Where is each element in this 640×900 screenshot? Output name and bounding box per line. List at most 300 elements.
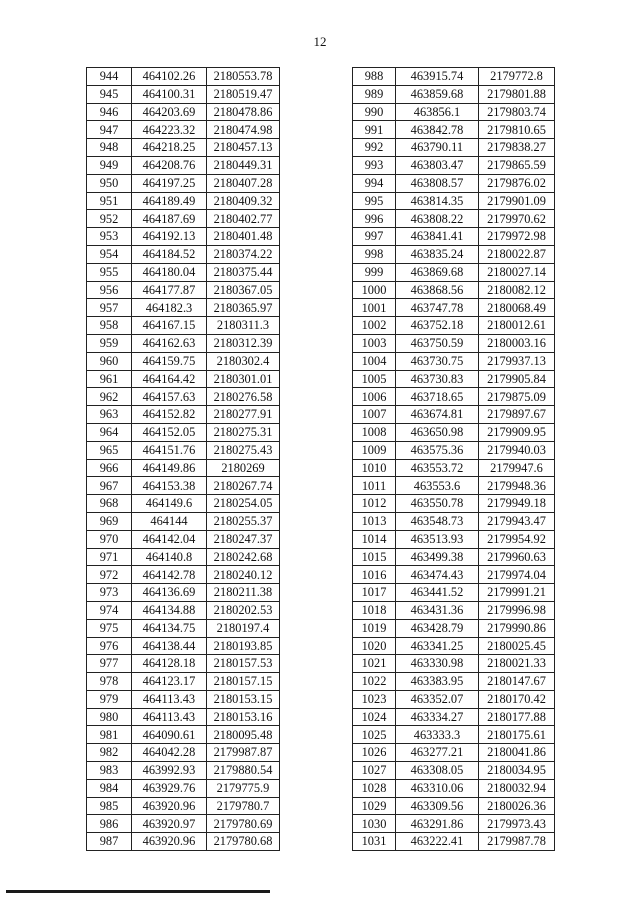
table-row (353, 192, 555, 210)
point-number-cell: 1022 (353, 673, 396, 691)
x-coordinate-cell: 464134.75 (132, 619, 207, 637)
point-number-cell: 964 (87, 423, 132, 441)
x-coordinate-cell: 463650.98 (396, 423, 479, 441)
x-coordinate-cell: 463859.68 (396, 85, 479, 103)
y-coordinate-cell: 2180012.61 (479, 317, 555, 335)
point-number-cell: 970 (87, 530, 132, 548)
table-row (353, 779, 555, 797)
y-coordinate-cell: 2180276.58 (207, 388, 280, 406)
point-number-cell: 946 (87, 103, 132, 121)
point-number-cell: 961 (87, 370, 132, 388)
y-coordinate-cell: 2179949.18 (479, 495, 555, 513)
point-number-cell: 1021 (353, 655, 396, 673)
y-coordinate-cell: 2180027.14 (479, 263, 555, 281)
y-coordinate-cell: 2179838.27 (479, 139, 555, 157)
x-coordinate-cell: 463548.73 (396, 512, 479, 530)
y-coordinate-cell: 2180034.95 (479, 762, 555, 780)
y-coordinate-cell: 2180301.01 (207, 370, 280, 388)
table-row (87, 334, 280, 352)
point-number-cell: 1014 (353, 530, 396, 548)
table-row (353, 477, 555, 495)
point-number-cell: 1031 (353, 833, 396, 851)
point-number-cell: 998 (353, 245, 396, 263)
x-coordinate-cell: 464203.69 (132, 103, 207, 121)
table-row (87, 708, 280, 726)
y-coordinate-cell: 2179909.95 (479, 423, 555, 441)
y-coordinate-cell: 2179974.04 (479, 566, 555, 584)
point-number-cell: 981 (87, 726, 132, 744)
point-number-cell: 980 (87, 708, 132, 726)
y-coordinate-cell: 2180269 (207, 459, 280, 477)
y-coordinate-cell: 2179970.62 (479, 210, 555, 228)
point-number-cell: 1015 (353, 548, 396, 566)
y-coordinate-cell: 2179943.47 (479, 512, 555, 530)
table-row (87, 584, 280, 602)
x-coordinate-cell: 463752.18 (396, 317, 479, 335)
y-coordinate-cell: 2180478.86 (207, 103, 280, 121)
x-coordinate-cell: 464208.76 (132, 156, 207, 174)
table-row (353, 512, 555, 530)
x-coordinate-cell: 464187.69 (132, 210, 207, 228)
y-coordinate-cell: 2179780.7 (207, 797, 280, 815)
table-row (353, 441, 555, 459)
table-row (87, 281, 280, 299)
point-number-cell: 947 (87, 121, 132, 139)
y-coordinate-cell: 2180457.13 (207, 139, 280, 157)
table-row (87, 370, 280, 388)
y-coordinate-cell: 2179937.13 (479, 352, 555, 370)
point-number-cell: 1006 (353, 388, 396, 406)
x-coordinate-cell: 463929.76 (132, 779, 207, 797)
y-coordinate-cell: 2180374.22 (207, 245, 280, 263)
y-coordinate-cell: 2180553.78 (207, 68, 280, 86)
x-coordinate-cell: 463513.93 (396, 530, 479, 548)
table-row (87, 779, 280, 797)
x-coordinate-cell: 463222.41 (396, 833, 479, 851)
footer-rule (6, 890, 270, 893)
point-number-cell: 950 (87, 174, 132, 192)
y-coordinate-cell: 2180401.48 (207, 228, 280, 246)
point-number-cell: 992 (353, 139, 396, 157)
point-number-cell: 1004 (353, 352, 396, 370)
x-coordinate-cell: 463790.11 (396, 139, 479, 157)
point-number-cell: 973 (87, 584, 132, 602)
x-coordinate-cell: 463441.52 (396, 584, 479, 602)
x-coordinate-cell: 463330.98 (396, 655, 479, 673)
table-row (87, 299, 280, 317)
x-coordinate-cell: 463920.97 (132, 815, 207, 833)
y-coordinate-cell: 2180177.88 (479, 708, 555, 726)
x-coordinate-cell: 463841.41 (396, 228, 479, 246)
x-coordinate-cell: 464142.04 (132, 530, 207, 548)
y-coordinate-cell: 2179973.43 (479, 815, 555, 833)
table-row (353, 726, 555, 744)
x-coordinate-cell: 464177.87 (132, 281, 207, 299)
point-number-cell: 991 (353, 121, 396, 139)
x-coordinate-cell: 463341.25 (396, 637, 479, 655)
point-number-cell: 949 (87, 156, 132, 174)
point-number-cell: 968 (87, 495, 132, 513)
point-number-cell: 953 (87, 228, 132, 246)
x-coordinate-cell: 464167.15 (132, 317, 207, 335)
point-number-cell: 974 (87, 601, 132, 619)
table-row (87, 245, 280, 263)
point-number-cell: 1007 (353, 406, 396, 424)
table-row (353, 263, 555, 281)
table-row (87, 530, 280, 548)
point-number-cell: 984 (87, 779, 132, 797)
table-row (87, 815, 280, 833)
x-coordinate-cell: 463550.78 (396, 495, 479, 513)
point-number-cell: 969 (87, 512, 132, 530)
point-number-cell: 956 (87, 281, 132, 299)
table-row (87, 423, 280, 441)
y-coordinate-cell: 2180275.43 (207, 441, 280, 459)
table-row (353, 548, 555, 566)
table-row (353, 281, 555, 299)
table-row (353, 85, 555, 103)
y-coordinate-cell: 2180474.98 (207, 121, 280, 139)
table-row (353, 121, 555, 139)
y-coordinate-cell: 2179987.87 (207, 744, 280, 762)
table-row (87, 210, 280, 228)
x-coordinate-cell: 464149.6 (132, 495, 207, 513)
point-number-cell: 1013 (353, 512, 396, 530)
point-number-cell: 1030 (353, 815, 396, 833)
table-row (87, 548, 280, 566)
page-number: 12 (313, 34, 327, 49)
table-row (87, 85, 280, 103)
y-coordinate-cell: 2179803.74 (479, 103, 555, 121)
y-coordinate-cell: 2180302.4 (207, 352, 280, 370)
x-coordinate-cell: 464042.28 (132, 744, 207, 762)
x-coordinate-cell: 463920.96 (132, 797, 207, 815)
x-coordinate-cell: 464102.26 (132, 68, 207, 86)
table-row (87, 441, 280, 459)
x-coordinate-cell: 463730.83 (396, 370, 479, 388)
y-coordinate-cell: 2180519.47 (207, 85, 280, 103)
table-row (353, 174, 555, 192)
y-coordinate-cell: 2180026.36 (479, 797, 555, 815)
table-row (353, 619, 555, 637)
point-number-cell: 948 (87, 139, 132, 157)
y-coordinate-cell: 2179875.09 (479, 388, 555, 406)
y-coordinate-cell: 2179801.88 (479, 85, 555, 103)
y-coordinate-cell: 2180407.28 (207, 174, 280, 192)
table-row (87, 228, 280, 246)
x-coordinate-cell: 464128.18 (132, 655, 207, 673)
y-coordinate-cell: 2180153.16 (207, 708, 280, 726)
y-coordinate-cell: 2179990.86 (479, 619, 555, 637)
table-row (87, 762, 280, 780)
table-row (87, 103, 280, 121)
point-number-cell: 977 (87, 655, 132, 673)
table-row (353, 334, 555, 352)
y-coordinate-cell: 2180193.85 (207, 637, 280, 655)
x-coordinate-cell: 464180.04 (132, 263, 207, 281)
x-coordinate-cell: 463474.43 (396, 566, 479, 584)
point-number-cell: 1018 (353, 601, 396, 619)
y-coordinate-cell: 2180197.4 (207, 619, 280, 637)
x-coordinate-cell: 464157.63 (132, 388, 207, 406)
point-number-cell: 957 (87, 299, 132, 317)
y-coordinate-cell: 2180409.32 (207, 192, 280, 210)
y-coordinate-cell: 2179947.6 (479, 459, 555, 477)
table-row (353, 797, 555, 815)
y-coordinate-cell: 2179810.65 (479, 121, 555, 139)
table-row (87, 619, 280, 637)
table-row (87, 156, 280, 174)
y-coordinate-cell: 2180202.53 (207, 601, 280, 619)
x-coordinate-cell: 464149.86 (132, 459, 207, 477)
x-coordinate-cell: 463920.96 (132, 833, 207, 851)
x-coordinate-cell: 464223.32 (132, 121, 207, 139)
y-coordinate-cell: 2180147.67 (479, 673, 555, 691)
point-number-cell: 986 (87, 815, 132, 833)
x-coordinate-cell: 464184.52 (132, 245, 207, 263)
table-row (353, 762, 555, 780)
point-number-cell: 983 (87, 762, 132, 780)
point-number-cell: 1028 (353, 779, 396, 797)
x-coordinate-cell: 463803.47 (396, 156, 479, 174)
table-row (87, 566, 280, 584)
table-row (87, 192, 280, 210)
x-coordinate-cell: 464090.61 (132, 726, 207, 744)
y-coordinate-cell: 2180041.86 (479, 744, 555, 762)
y-coordinate-cell: 2180240.12 (207, 566, 280, 584)
table-row (353, 388, 555, 406)
coordinates-table-right (352, 67, 555, 851)
x-coordinate-cell: 464100.31 (132, 85, 207, 103)
table-row (353, 566, 555, 584)
y-coordinate-cell: 2179940.03 (479, 441, 555, 459)
table-row (353, 637, 555, 655)
x-coordinate-cell: 464153.38 (132, 477, 207, 495)
y-coordinate-cell: 2180402.77 (207, 210, 280, 228)
x-coordinate-cell: 463869.68 (396, 263, 479, 281)
x-coordinate-cell: 464142.78 (132, 566, 207, 584)
point-number-cell: 982 (87, 744, 132, 762)
table-row (353, 708, 555, 726)
point-number-cell: 1009 (353, 441, 396, 459)
x-coordinate-cell: 464113.43 (132, 690, 207, 708)
table-row (353, 655, 555, 673)
x-coordinate-cell: 464162.63 (132, 334, 207, 352)
y-coordinate-cell: 2179954.92 (479, 530, 555, 548)
table-row (87, 139, 280, 157)
table-row (353, 245, 555, 263)
table-row (87, 406, 280, 424)
x-coordinate-cell: 463553.72 (396, 459, 479, 477)
point-number-cell: 1008 (353, 423, 396, 441)
y-coordinate-cell: 2180211.38 (207, 584, 280, 602)
y-coordinate-cell: 2180242.68 (207, 548, 280, 566)
x-coordinate-cell: 464113.43 (132, 708, 207, 726)
y-coordinate-cell: 2180275.31 (207, 423, 280, 441)
point-number-cell: 996 (353, 210, 396, 228)
x-coordinate-cell: 464151.76 (132, 441, 207, 459)
x-coordinate-cell: 463333.3 (396, 726, 479, 744)
x-coordinate-cell: 464182.3 (132, 299, 207, 317)
point-number-cell: 971 (87, 548, 132, 566)
table-row (87, 68, 280, 86)
x-coordinate-cell: 463334.27 (396, 708, 479, 726)
x-coordinate-cell: 464192.13 (132, 228, 207, 246)
x-coordinate-cell: 463291.86 (396, 815, 479, 833)
table-row (353, 673, 555, 691)
point-number-cell: 1020 (353, 637, 396, 655)
table-row (87, 797, 280, 815)
x-coordinate-cell: 464134.88 (132, 601, 207, 619)
y-coordinate-cell: 2180025.45 (479, 637, 555, 655)
y-coordinate-cell: 2180082.12 (479, 281, 555, 299)
y-coordinate-cell: 2180068.49 (479, 299, 555, 317)
table-row (353, 317, 555, 335)
table-row (353, 370, 555, 388)
table-row (87, 744, 280, 762)
point-number-cell: 985 (87, 797, 132, 815)
x-coordinate-cell: 463868.56 (396, 281, 479, 299)
point-number-cell: 976 (87, 637, 132, 655)
x-coordinate-cell: 463499.38 (396, 548, 479, 566)
x-coordinate-cell: 464144 (132, 512, 207, 530)
point-number-cell: 1023 (353, 690, 396, 708)
y-coordinate-cell: 2179987.78 (479, 833, 555, 851)
point-number-cell: 959 (87, 334, 132, 352)
y-coordinate-cell: 2180311.3 (207, 317, 280, 335)
x-coordinate-cell: 464136.69 (132, 584, 207, 602)
y-coordinate-cell: 2180267.74 (207, 477, 280, 495)
y-coordinate-cell: 2180157.53 (207, 655, 280, 673)
point-number-cell: 967 (87, 477, 132, 495)
point-number-cell: 1010 (353, 459, 396, 477)
table-row (87, 637, 280, 655)
table-row (353, 815, 555, 833)
table-row (353, 530, 555, 548)
point-number-cell: 1026 (353, 744, 396, 762)
x-coordinate-cell: 463750.59 (396, 334, 479, 352)
point-number-cell: 1001 (353, 299, 396, 317)
table-row (87, 833, 280, 851)
table-row (353, 228, 555, 246)
point-number-cell: 1029 (353, 797, 396, 815)
x-coordinate-cell: 464197.25 (132, 174, 207, 192)
point-number-cell: 979 (87, 690, 132, 708)
x-coordinate-cell: 463277.21 (396, 744, 479, 762)
point-number-cell: 1005 (353, 370, 396, 388)
point-number-cell: 1003 (353, 334, 396, 352)
x-coordinate-cell: 463428.79 (396, 619, 479, 637)
table-row (87, 121, 280, 139)
y-coordinate-cell: 2180095.48 (207, 726, 280, 744)
table-row (87, 388, 280, 406)
table-row (87, 477, 280, 495)
point-number-cell: 1027 (353, 762, 396, 780)
point-number-cell: 1012 (353, 495, 396, 513)
x-coordinate-cell: 463309.56 (396, 797, 479, 815)
x-coordinate-cell: 463383.95 (396, 673, 479, 691)
x-coordinate-cell: 464152.05 (132, 423, 207, 441)
x-coordinate-cell: 463352.07 (396, 690, 479, 708)
point-number-cell: 1024 (353, 708, 396, 726)
x-coordinate-cell: 463730.75 (396, 352, 479, 370)
table-row (353, 495, 555, 513)
point-number-cell: 955 (87, 263, 132, 281)
y-coordinate-cell: 2180449.31 (207, 156, 280, 174)
table-row (353, 210, 555, 228)
table-row (353, 68, 555, 86)
y-coordinate-cell: 2179772.8 (479, 68, 555, 86)
y-coordinate-cell: 2179780.68 (207, 833, 280, 851)
point-number-cell: 965 (87, 441, 132, 459)
table-row (87, 690, 280, 708)
table-row (353, 299, 555, 317)
point-number-cell: 952 (87, 210, 132, 228)
x-coordinate-cell: 464159.75 (132, 352, 207, 370)
table-row (353, 406, 555, 424)
y-coordinate-cell: 2179880.54 (207, 762, 280, 780)
y-coordinate-cell: 2180022.87 (479, 245, 555, 263)
table-row (353, 139, 555, 157)
coordinates-table-body (353, 68, 555, 851)
point-number-cell: 989 (353, 85, 396, 103)
y-coordinate-cell: 2180170.42 (479, 690, 555, 708)
point-number-cell: 972 (87, 566, 132, 584)
x-coordinate-cell: 463808.22 (396, 210, 479, 228)
table-row (87, 495, 280, 513)
table-row (87, 317, 280, 335)
point-number-cell: 990 (353, 103, 396, 121)
point-number-cell: 1002 (353, 317, 396, 335)
table-row (353, 601, 555, 619)
y-coordinate-cell: 2179865.59 (479, 156, 555, 174)
y-coordinate-cell: 2180375.44 (207, 263, 280, 281)
point-number-cell: 1011 (353, 477, 396, 495)
y-coordinate-cell: 2179897.67 (479, 406, 555, 424)
x-coordinate-cell: 463835.24 (396, 245, 479, 263)
x-coordinate-cell: 464138.44 (132, 637, 207, 655)
x-coordinate-cell: 464189.49 (132, 192, 207, 210)
coordinates-table-body (87, 68, 280, 851)
table-row (353, 103, 555, 121)
x-coordinate-cell: 464218.25 (132, 139, 207, 157)
y-coordinate-cell: 2180254.05 (207, 495, 280, 513)
x-coordinate-cell: 463310.06 (396, 779, 479, 797)
table-row (87, 174, 280, 192)
x-coordinate-cell: 463718.65 (396, 388, 479, 406)
y-coordinate-cell: 2180153.15 (207, 690, 280, 708)
point-number-cell: 993 (353, 156, 396, 174)
x-coordinate-cell: 463856.1 (396, 103, 479, 121)
y-coordinate-cell: 2180365.97 (207, 299, 280, 317)
table-row (87, 512, 280, 530)
y-coordinate-cell: 2180312.39 (207, 334, 280, 352)
y-coordinate-cell: 2179991.21 (479, 584, 555, 602)
y-coordinate-cell: 2180021.33 (479, 655, 555, 673)
table-row (87, 601, 280, 619)
point-number-cell: 958 (87, 317, 132, 335)
x-coordinate-cell: 463808.57 (396, 174, 479, 192)
table-row (353, 459, 555, 477)
point-number-cell: 1025 (353, 726, 396, 744)
y-coordinate-cell: 2179780.69 (207, 815, 280, 833)
y-coordinate-cell: 2180247.37 (207, 530, 280, 548)
y-coordinate-cell: 2179996.98 (479, 601, 555, 619)
x-coordinate-cell: 463431.36 (396, 601, 479, 619)
y-coordinate-cell: 2179972.98 (479, 228, 555, 246)
table-row (353, 584, 555, 602)
y-coordinate-cell: 2180003.16 (479, 334, 555, 352)
